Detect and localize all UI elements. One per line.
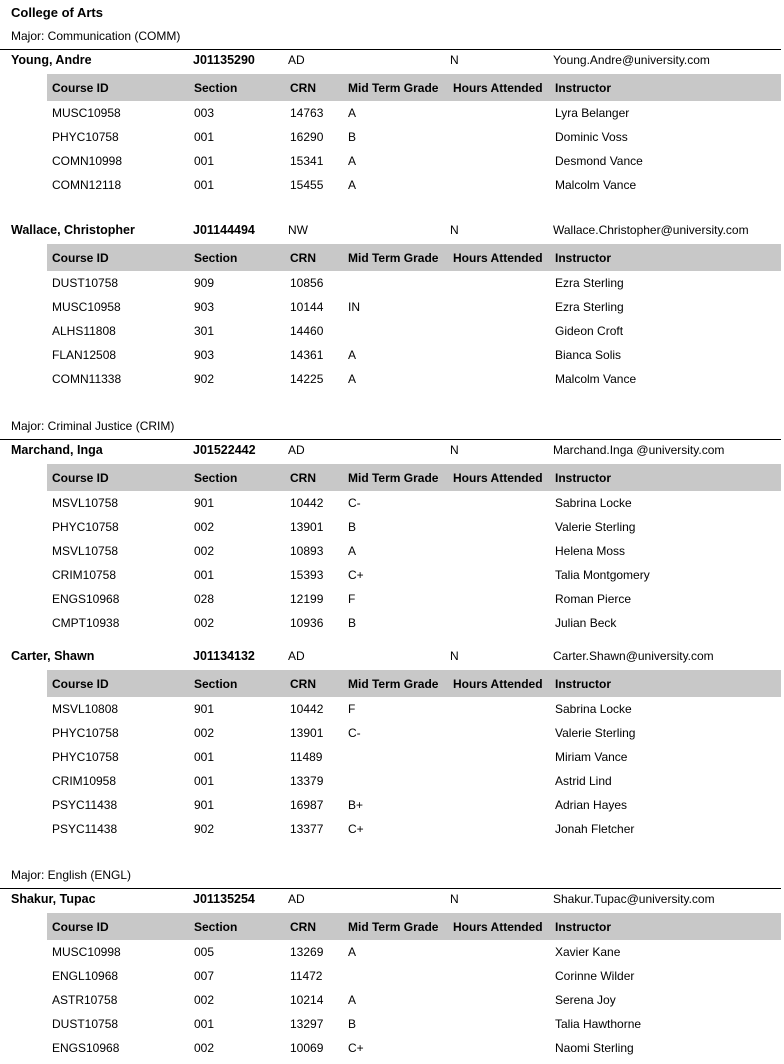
course-row bbox=[0, 1036, 784, 1060]
column-header: Instructor bbox=[555, 471, 612, 485]
section-cell: 902 bbox=[194, 822, 215, 836]
column-header: CRN bbox=[290, 251, 316, 265]
student-header bbox=[0, 889, 784, 911]
crn-cell: 16290 bbox=[290, 130, 324, 144]
column-header: Section bbox=[194, 677, 238, 691]
course-id-cell: PHYC10758 bbox=[52, 520, 119, 534]
section-cell: 001 bbox=[194, 568, 215, 582]
section-cell: 002 bbox=[194, 520, 215, 534]
student-name: Young, Andre bbox=[11, 53, 92, 67]
student-id: J01135254 bbox=[193, 892, 255, 906]
grade-cell: B+ bbox=[348, 798, 364, 812]
course-id-cell: PHYC10758 bbox=[52, 726, 119, 740]
course-row bbox=[0, 343, 784, 367]
course-row bbox=[0, 173, 784, 197]
student-code: AD bbox=[288, 649, 305, 663]
course-id-cell: ENGS10968 bbox=[52, 1041, 120, 1055]
student-email: Marchand.Inga @university.com bbox=[553, 443, 725, 457]
course-row bbox=[0, 563, 784, 587]
section-cell: 002 bbox=[194, 544, 215, 558]
column-header: Course ID bbox=[52, 251, 109, 265]
column-header: Section bbox=[194, 920, 238, 934]
course-row bbox=[0, 367, 784, 391]
instructor-cell: Corinne Wilder bbox=[555, 969, 635, 983]
column-header: Hours Attended bbox=[453, 81, 543, 95]
course-id-cell: PHYC10758 bbox=[52, 130, 119, 144]
course-id-cell: PSYC11438 bbox=[52, 798, 118, 812]
course-id-cell: COMN10998 bbox=[52, 154, 123, 168]
column-header: Instructor bbox=[555, 81, 612, 95]
course-row bbox=[0, 940, 784, 964]
course-id-cell: COMN11338 bbox=[52, 372, 122, 386]
student-code: NW bbox=[288, 223, 308, 237]
section-cell: 909 bbox=[194, 276, 215, 290]
crn-cell: 13297 bbox=[290, 1017, 324, 1031]
column-header: CRN bbox=[290, 920, 316, 934]
grade-cell: C+ bbox=[348, 568, 364, 582]
instructor-cell: Lyra Belanger bbox=[555, 106, 630, 120]
major-heading: Major: Criminal Justice (CRIM) bbox=[11, 419, 175, 433]
section-cell: 001 bbox=[194, 774, 215, 788]
student-name: Wallace, Christopher bbox=[11, 223, 135, 237]
crn-cell: 12199 bbox=[290, 592, 324, 606]
instructor-cell: Talia Hawthorne bbox=[555, 1017, 642, 1031]
course-id-cell: MUSC10998 bbox=[52, 945, 121, 959]
course-row bbox=[0, 964, 784, 988]
column-header: Hours Attended bbox=[453, 471, 543, 485]
crn-cell: 13379 bbox=[290, 774, 324, 788]
college-title: College of Arts bbox=[11, 5, 103, 20]
column-header: Course ID bbox=[52, 920, 109, 934]
grade-cell: A bbox=[348, 372, 357, 386]
student-email: Shakur.Tupac@university.com bbox=[553, 892, 715, 906]
column-header: Mid Term Grade bbox=[348, 471, 439, 485]
course-table-header bbox=[47, 913, 781, 940]
course-row bbox=[0, 295, 784, 319]
grade-cell: A bbox=[348, 178, 357, 192]
section-cell: 001 bbox=[194, 1017, 215, 1031]
crn-cell: 15455 bbox=[290, 178, 324, 192]
grade-cell: A bbox=[348, 348, 357, 362]
column-header: Mid Term Grade bbox=[348, 677, 439, 691]
instructor-cell: Desmond Vance bbox=[555, 154, 643, 168]
crn-cell: 14225 bbox=[290, 372, 324, 386]
instructor-cell: Miriam Vance bbox=[555, 750, 628, 764]
section-cell: 902 bbox=[194, 372, 215, 386]
section-cell: 005 bbox=[194, 945, 215, 959]
student-name: Carter, Shawn bbox=[11, 649, 95, 663]
course-row bbox=[0, 745, 784, 769]
student-flag: N bbox=[450, 892, 459, 906]
column-header: Instructor bbox=[555, 920, 612, 934]
section-cell: 001 bbox=[194, 750, 215, 764]
section-cell: 007 bbox=[194, 969, 215, 983]
student-name: Marchand, Inga bbox=[11, 443, 103, 457]
student-id: J01134132 bbox=[193, 649, 255, 663]
section-cell: 002 bbox=[194, 1041, 215, 1055]
course-id-cell: MSVL10808 bbox=[52, 702, 119, 716]
column-header: CRN bbox=[290, 677, 316, 691]
crn-cell: 11472 bbox=[290, 969, 323, 983]
course-row bbox=[0, 125, 784, 149]
course-row bbox=[0, 271, 784, 295]
grade-cell: B bbox=[348, 130, 357, 144]
column-header: Section bbox=[194, 471, 238, 485]
grade-cell: F bbox=[348, 702, 356, 716]
grade-cell: B bbox=[348, 520, 357, 534]
crn-cell: 10069 bbox=[290, 1041, 324, 1055]
course-row bbox=[0, 697, 784, 721]
column-header: Instructor bbox=[555, 251, 612, 265]
student-code: AD bbox=[288, 53, 305, 67]
column-header: Instructor bbox=[555, 677, 612, 691]
crn-cell: 10214 bbox=[290, 993, 324, 1007]
section-cell: 903 bbox=[194, 348, 215, 362]
grade-cell: A bbox=[348, 106, 357, 120]
grade-cell: A bbox=[348, 154, 357, 168]
student-id: J01522442 bbox=[193, 443, 256, 457]
grade-cell: C+ bbox=[348, 822, 364, 836]
grade-cell: B bbox=[348, 1017, 357, 1031]
crn-cell: 13269 bbox=[290, 945, 324, 959]
course-id-cell: ASTR10758 bbox=[52, 993, 118, 1007]
course-id-cell: CRIM10758 bbox=[52, 568, 117, 582]
course-row bbox=[0, 587, 784, 611]
course-table-header bbox=[47, 670, 781, 697]
course-id-cell: CMPT10938 bbox=[52, 616, 120, 630]
section-cell: 002 bbox=[194, 726, 215, 740]
column-header: Course ID bbox=[52, 81, 109, 95]
section-cell: 002 bbox=[194, 993, 215, 1007]
course-id-cell: COMN12118 bbox=[52, 178, 122, 192]
instructor-cell: Dominic Voss bbox=[555, 130, 628, 144]
crn-cell: 10893 bbox=[290, 544, 324, 558]
instructor-cell: Sabrina Locke bbox=[555, 496, 632, 510]
student-flag: N bbox=[450, 649, 459, 663]
course-id-cell: MUSC10958 bbox=[52, 106, 121, 120]
column-header: CRN bbox=[290, 81, 316, 95]
course-id-cell: MSVL10758 bbox=[52, 544, 119, 558]
course-row bbox=[0, 769, 784, 793]
course-id-cell: ENGL10968 bbox=[52, 969, 119, 983]
course-table-header bbox=[47, 74, 781, 101]
major-heading: Major: Communication (COMM) bbox=[11, 29, 181, 43]
crn-cell: 10144 bbox=[290, 300, 324, 314]
course-row bbox=[0, 988, 784, 1012]
crn-cell: 10442 bbox=[290, 496, 324, 510]
course-id-cell: DUST10758 bbox=[52, 276, 119, 290]
grade-cell: B bbox=[348, 616, 357, 630]
instructor-cell: Serena Joy bbox=[555, 993, 616, 1007]
section-cell: 001 bbox=[194, 130, 215, 144]
column-header: Course ID bbox=[52, 677, 109, 691]
student-header bbox=[0, 440, 784, 462]
student-email: Wallace.Christopher@university.com bbox=[553, 223, 749, 237]
crn-cell: 13901 bbox=[290, 726, 324, 740]
instructor-cell: Malcolm Vance bbox=[555, 178, 637, 192]
course-row bbox=[0, 515, 784, 539]
column-header: CRN bbox=[290, 471, 316, 485]
course-id-cell: ENGS10968 bbox=[52, 592, 120, 606]
grade-cell: C- bbox=[348, 726, 361, 740]
course-id-cell: DUST10758 bbox=[52, 1017, 119, 1031]
course-row bbox=[0, 817, 784, 841]
column-header: Section bbox=[194, 81, 238, 95]
course-row bbox=[0, 721, 784, 745]
course-row bbox=[0, 793, 784, 817]
course-row bbox=[0, 319, 784, 343]
student-id: J01135290 bbox=[193, 53, 255, 67]
crn-cell: 16987 bbox=[290, 798, 324, 812]
instructor-cell: Xavier Kane bbox=[555, 945, 621, 959]
crn-cell: 14460 bbox=[290, 324, 324, 338]
crn-cell: 15393 bbox=[290, 568, 324, 582]
section-cell: 002 bbox=[194, 616, 215, 630]
crn-cell: 15341 bbox=[290, 154, 324, 168]
course-table-header bbox=[47, 464, 781, 491]
crn-cell: 10936 bbox=[290, 616, 324, 630]
course-id-cell: CRIM10958 bbox=[52, 774, 117, 788]
instructor-cell: Naomi Sterling bbox=[555, 1041, 634, 1055]
grade-cell: C- bbox=[348, 496, 361, 510]
course-id-cell: MUSC10958 bbox=[52, 300, 121, 314]
crn-cell: 14361 bbox=[290, 348, 324, 362]
student-flag: N bbox=[450, 53, 459, 67]
instructor-cell: Ezra Sterling bbox=[555, 276, 624, 290]
course-id-cell: FLAN12508 bbox=[52, 348, 117, 362]
instructor-cell: Bianca Solis bbox=[555, 348, 622, 362]
column-header: Hours Attended bbox=[453, 251, 543, 265]
section-cell: 001 bbox=[194, 154, 215, 168]
instructor-cell: Ezra Sterling bbox=[555, 300, 624, 314]
section-cell: 001 bbox=[194, 178, 215, 192]
grade-cell: F bbox=[348, 592, 356, 606]
crn-cell: 10442 bbox=[290, 702, 324, 716]
course-row bbox=[0, 1012, 784, 1036]
section-cell: 301 bbox=[194, 324, 215, 338]
section-cell: 003 bbox=[194, 106, 215, 120]
instructor-cell: Malcolm Vance bbox=[555, 372, 637, 386]
section-cell: 901 bbox=[194, 798, 215, 812]
grade-cell: A bbox=[348, 544, 357, 558]
student-header bbox=[0, 646, 784, 668]
crn-cell: 11489 bbox=[290, 750, 323, 764]
instructor-cell: Gideon Croft bbox=[555, 324, 624, 338]
column-header: Mid Term Grade bbox=[348, 251, 439, 265]
section-cell: 028 bbox=[194, 592, 215, 606]
course-row bbox=[0, 611, 784, 635]
instructor-cell: Adrian Hayes bbox=[555, 798, 628, 812]
instructor-cell: Valerie Sterling bbox=[555, 726, 636, 740]
column-header: Hours Attended bbox=[453, 677, 543, 691]
crn-cell: 13377 bbox=[290, 822, 324, 836]
student-header bbox=[0, 50, 784, 72]
crn-cell: 13901 bbox=[290, 520, 324, 534]
column-header: Mid Term Grade bbox=[348, 920, 439, 934]
course-id-cell: PSYC11438 bbox=[52, 822, 118, 836]
course-id-cell: MSVL10758 bbox=[52, 496, 119, 510]
section-cell: 901 bbox=[194, 496, 215, 510]
student-name: Shakur, Tupac bbox=[11, 892, 96, 906]
student-email: Carter.Shawn@university.com bbox=[553, 649, 714, 663]
column-header: Course ID bbox=[52, 471, 109, 485]
grade-cell: A bbox=[348, 945, 357, 959]
instructor-cell: Astrid Lind bbox=[555, 774, 612, 788]
instructor-cell: Roman Pierce bbox=[555, 592, 632, 606]
section-cell: 903 bbox=[194, 300, 215, 314]
column-header: Hours Attended bbox=[453, 920, 543, 934]
instructor-cell: Julian Beck bbox=[555, 616, 617, 630]
course-table-header bbox=[47, 244, 781, 271]
student-flag: N bbox=[450, 223, 459, 237]
column-header: Mid Term Grade bbox=[348, 81, 439, 95]
course-row bbox=[0, 539, 784, 563]
grade-cell: A bbox=[348, 993, 357, 1007]
student-header bbox=[0, 220, 784, 242]
instructor-cell: Helena Moss bbox=[555, 544, 626, 558]
course-id-cell: ALHS11808 bbox=[52, 324, 116, 338]
instructor-cell: Talia Montgomery bbox=[555, 568, 650, 582]
course-id-cell: PHYC10758 bbox=[52, 750, 119, 764]
student-flag: N bbox=[450, 443, 459, 457]
crn-cell: 14763 bbox=[290, 106, 324, 120]
crn-cell: 10856 bbox=[290, 276, 324, 290]
student-code: AD bbox=[288, 892, 305, 906]
column-header: Section bbox=[194, 251, 238, 265]
grade-cell: C+ bbox=[348, 1041, 364, 1055]
instructor-cell: Jonah Fletcher bbox=[555, 822, 635, 836]
course-row bbox=[0, 101, 784, 125]
student-email: Young.Andre@university.com bbox=[553, 53, 710, 67]
student-code: AD bbox=[288, 443, 305, 457]
course-row bbox=[0, 149, 784, 173]
instructor-cell: Sabrina Locke bbox=[555, 702, 632, 716]
section-cell: 901 bbox=[194, 702, 215, 716]
major-heading: Major: English (ENGL) bbox=[11, 868, 132, 882]
course-row bbox=[0, 491, 784, 515]
student-id: J01144494 bbox=[193, 223, 255, 237]
grade-cell: IN bbox=[348, 300, 360, 314]
instructor-cell: Valerie Sterling bbox=[555, 520, 636, 534]
